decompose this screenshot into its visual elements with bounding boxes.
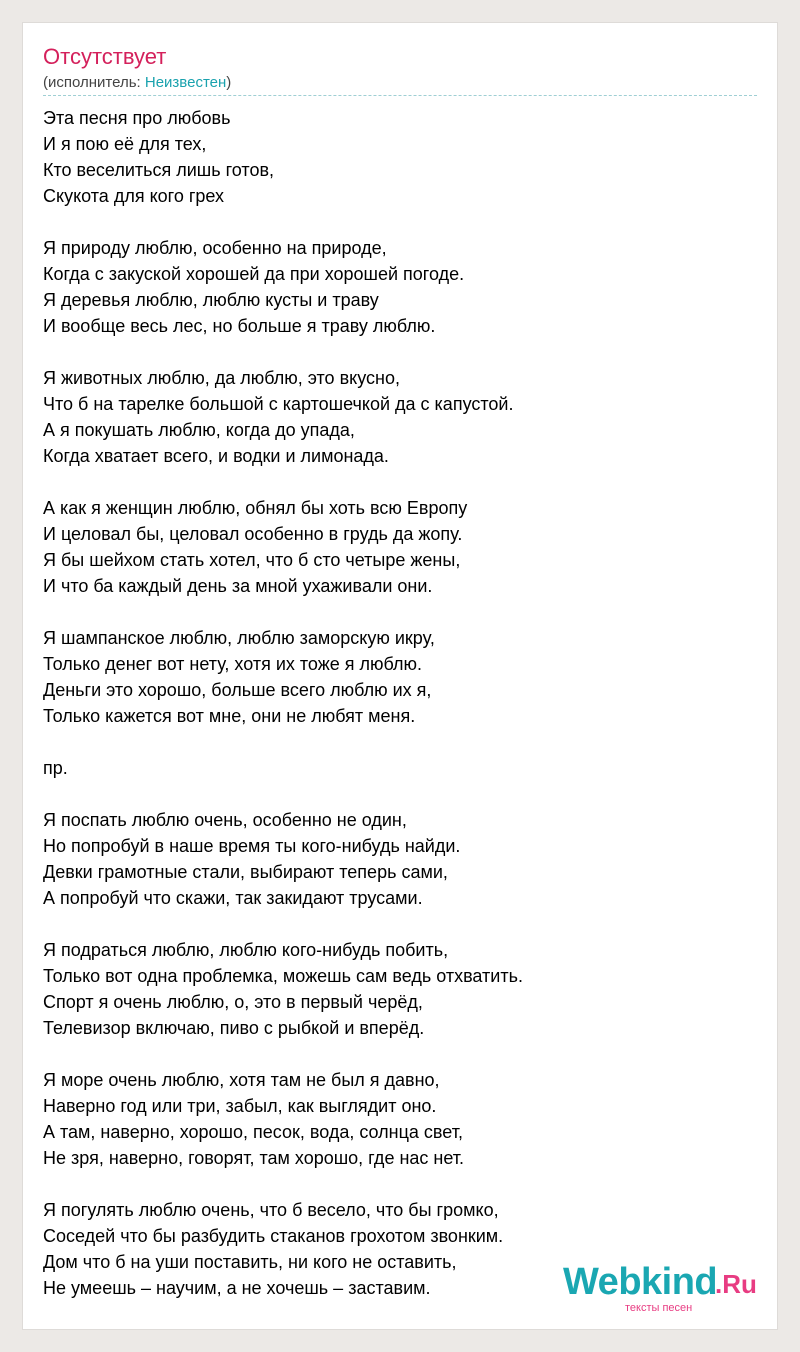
lyric-line: Когда с закуской хорошей да при хорошей погоде. <box>43 264 465 284</box>
lyrics-stanza <box>43 235 523 339</box>
lyric-line: Не зря, наверно, говорят, там хорошо, где нас нет. <box>43 1148 465 1168</box>
lyric-line: Спорт я очень люблю, о, это в первый черёд, <box>43 992 423 1012</box>
lyric-line: Не умеешь – научим, а не хочешь – заставим. <box>43 1278 431 1298</box>
lyrics-stanza <box>43 1197 523 1301</box>
lyric-line: Эта песня про любовь <box>43 108 231 128</box>
lyrics-stanza <box>43 625 523 729</box>
lyric-line: Девки грамотные стали, выбирают теперь сами, <box>43 862 448 882</box>
lyric-line: Соседей что бы разбудить стаканов грохотом звонким. <box>43 1226 504 1246</box>
lyrics-stanza <box>43 495 523 599</box>
lyric-line: Я животных люблю, да люблю, это вкусно, <box>43 368 400 388</box>
artist-suffix: ) <box>226 74 232 91</box>
logo-tld: .Ru <box>715 1269 757 1299</box>
artist-line <box>43 73 231 93</box>
lyric-line: Я море очень люблю, хотя там не был я давно, <box>43 1070 440 1090</box>
artist-link[interactable]: Неизвестен <box>144 74 227 91</box>
song-title: Отсутствует <box>43 44 167 69</box>
lyric-line: А там, наверно, хорошо, песок, вода, солнца свет, <box>43 1122 463 1142</box>
lyric-line: И я пою её для тех, <box>43 134 207 154</box>
lyric-line: И что ба каждый день за мной ухаживали они. <box>43 576 433 596</box>
lyric-line: Я бы шейхом стать хотел, что б сто четыре жены, <box>43 550 461 570</box>
lyric-line: пр. <box>43 758 68 778</box>
lyric-line: Я природу люблю, особенно на природе, <box>43 238 387 258</box>
lyric-line: Я погулять люблю очень, что б весело, что бы громко, <box>43 1200 499 1220</box>
lyric-line: Кто веселиться лишь готов, <box>43 160 275 180</box>
lyrics-card <box>22 22 778 1330</box>
lyrics-stanza <box>43 755 523 781</box>
lyrics-stanza <box>43 105 523 209</box>
lyric-line: Я поспать люблю очень, особенно не один, <box>43 810 407 830</box>
lyric-line: А как я женщин люблю, обнял бы хоть всю Европу <box>43 498 468 518</box>
lyric-line: Деньги это хорошо, больше всего люблю их я, <box>43 680 432 700</box>
lyric-line: Я деревья люблю, люблю кусты и траву <box>43 290 379 310</box>
lyric-line: Только денег вот нету, хотя их тоже я люблю. <box>43 654 423 674</box>
lyrics-stanza <box>43 807 523 911</box>
lyric-line: Я шампанское люблю, люблю заморскую икру, <box>43 628 435 648</box>
lyric-line: Но попробуй в наше время ты кого-нибудь найди. <box>43 836 461 856</box>
lyric-line: Только вот одна проблемка, можешь сам ведь отхватить. <box>43 966 523 986</box>
lyric-line: Когда хватает всего, и водки и лимонада. <box>43 446 389 466</box>
logo-tagline: тексты песен <box>625 1302 693 1314</box>
lyric-line: А я покушать люблю, когда до упада, <box>43 420 355 440</box>
lyric-line: Телевизор включаю, пиво с рыбкой и вперёд. <box>43 1018 425 1038</box>
lyric-line: Только кажется вот мне, они не любят меня. <box>43 706 416 726</box>
lyric-line: Что б на тарелке большой с картошечкой да с капустой. <box>43 394 514 414</box>
lyric-line: И целовал бы, целовал особенно в грудь да жопу. <box>43 524 463 544</box>
artist-prefix: (исполнитель: <box>43 74 145 91</box>
lyric-line: Скукота для кого грех <box>43 186 225 206</box>
lyric-line: И вообще весь лес, но больше я траву люблю. <box>43 316 436 336</box>
lyric-line: Я подраться люблю, люблю кого-нибудь побить, <box>43 940 449 960</box>
title-divider <box>43 95 757 96</box>
logo-brand: Webkind <box>563 1261 718 1303</box>
webkind-logo[interactable] <box>563 1260 763 1314</box>
lyric-line: Наверно год или три, забыл, как выглядит оно. <box>43 1096 437 1116</box>
lyric-line: Дом что б на уши поставить, ни кого не оставить, <box>43 1252 457 1272</box>
lyric-line: А попробуй что скажи, так закидают трусами. <box>43 888 423 908</box>
lyrics-stanza <box>43 1067 523 1171</box>
lyrics-text <box>43 105 523 1327</box>
lyrics-stanza <box>43 365 523 469</box>
lyrics-stanza <box>43 937 523 1041</box>
